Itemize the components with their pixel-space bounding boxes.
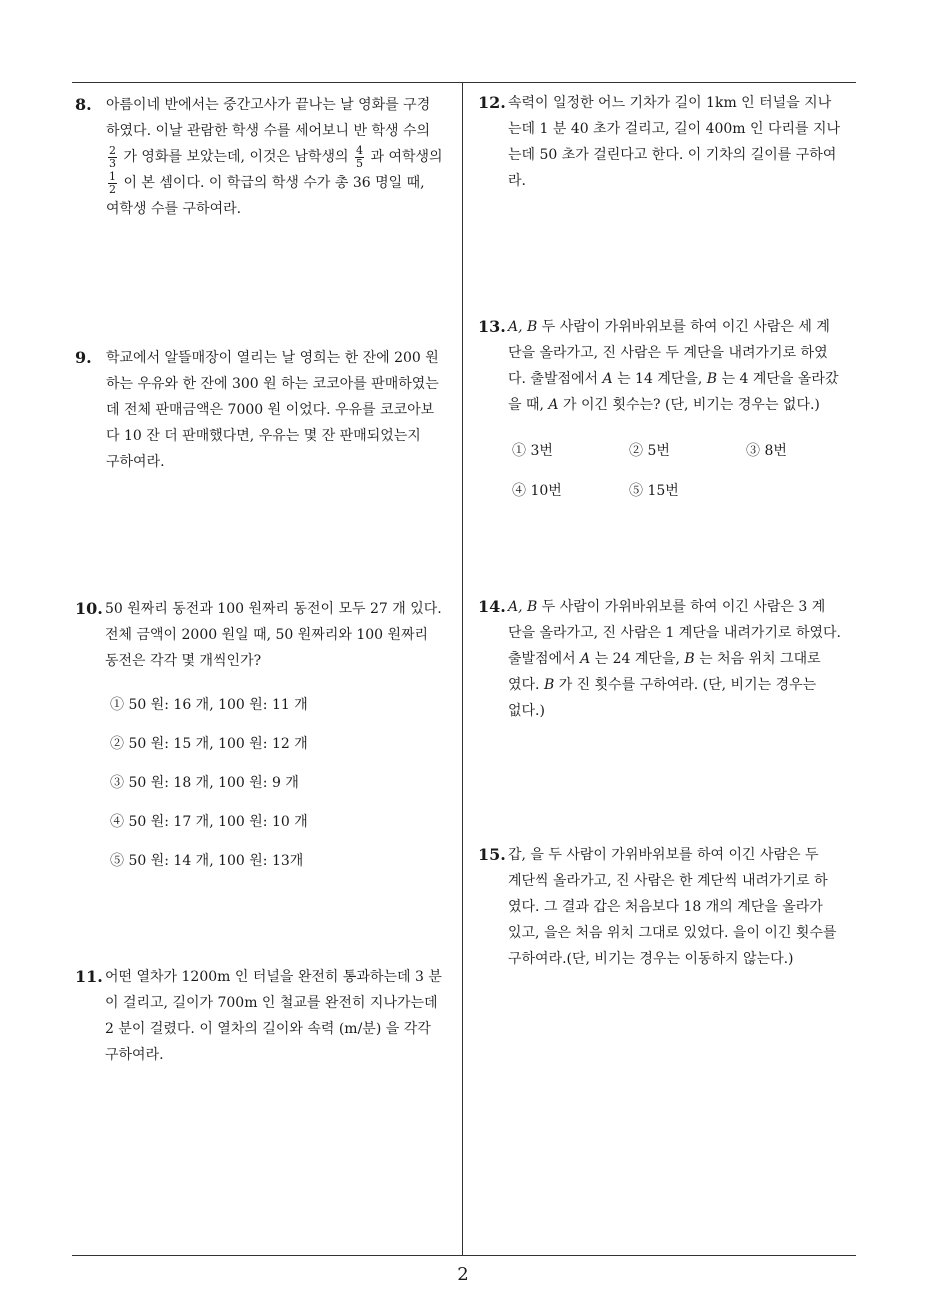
text-line: $\frac{1}{2}$ 이 본 셈이다. 이 학급의 학생 수가 총 36 명일 때, (109, 169, 425, 196)
problem-text (105, 964, 460, 1068)
text-line: 어떤 열차가 1200m 인 터널을 완전히 통과하는데 3 분 (105, 969, 442, 985)
problem-text (106, 92, 455, 222)
problem-number: 15. (478, 845, 506, 864)
text-line: 하였다. 이날 관람한 학생 수를 세어보니 반 학생 수의 (106, 123, 431, 139)
text-line: A, B 두 사람이 가위바위보를 하여 이긴 사람은 세 계 (508, 319, 830, 335)
problem-11 (75, 964, 460, 1068)
text-line: 50 원짜리 동전과 100 원짜리 동전이 모두 27 개 있다. (105, 601, 442, 617)
choice-row (512, 438, 842, 478)
fraction: $\frac{4}{5}$ (356, 143, 364, 170)
answer-choice[interactable]: ② 5번 (629, 443, 670, 459)
problem-text (105, 596, 460, 674)
text-line: 학교에서 알뜰매장이 열리는 날 영희는 한 잔에 200 원 (106, 350, 439, 366)
problem-10 (75, 596, 460, 887)
answer-choice[interactable]: ③ 8번 (746, 443, 787, 459)
bottom-rule (72, 1255, 856, 1256)
problem-text (508, 594, 863, 724)
text-line: 속력이 일정한 어느 기차가 길이 1km 인 터널을 지나 (508, 95, 832, 111)
answer-choice[interactable]: ④ 50 원: 17 개, 100 원: 10 개 (110, 814, 308, 830)
problem-12 (478, 90, 863, 194)
problem-9 (75, 345, 455, 475)
problem-text (508, 314, 863, 418)
text-line: 데 전체 판매금액은 7000 원 이었다. 우유를 코코아보 (106, 402, 435, 418)
problem-text (106, 345, 455, 475)
fraction: $\frac{2}{3}$ (109, 143, 116, 170)
text-line: 는데 50 초가 걸린다고 한다. 이 기차의 길이를 구하여 (508, 147, 837, 163)
answer-choices (512, 438, 842, 518)
problem-number: 12. (478, 93, 506, 112)
text-line: A, B 두 사람이 가위바위보를 하여 이긴 사람은 3 계 (508, 599, 826, 615)
problem-number: 14. (478, 597, 506, 616)
answer-choice[interactable]: ③ 50 원: 18 개, 100 원: 9 개 (110, 775, 299, 791)
text-line: 2 분이 걸렸다. 이 열차의 길이와 속력 (m/분) 을 각각 (105, 1021, 431, 1037)
top-rule (72, 82, 856, 83)
problem-number: 9. (75, 348, 92, 367)
problem-text (508, 842, 863, 972)
problem-number: 8. (75, 95, 92, 114)
text-line: 는데 1 분 40 초가 걸리고, 길이 400m 인 다리를 지나 (508, 121, 841, 137)
problem-number: 13. (478, 317, 506, 336)
text-line: 구하여라.(단, 비기는 경우는 이동하지 않는다.) (508, 951, 794, 967)
text-line: 라. (508, 173, 526, 189)
text-line: $\frac{2}{3}$ 가 영화를 보았는데, 이것은 남학생의 $\frac{4}{5}$ 과 여학생의 (109, 143, 443, 170)
fraction: $\frac{1}{2}$ (109, 169, 116, 196)
text-line: 동전은 각각 몇 개씩인가? (105, 653, 262, 669)
problem-8 (75, 92, 455, 222)
text-line: 있고, 을은 처음 위치 그대로 있었다. 을이 이긴 횟수를 (508, 925, 837, 941)
text-line: 다. 출발점에서 A 는 14 계단을, B 는 4 계단을 올라갔 (508, 371, 839, 387)
problem-13 (478, 314, 863, 518)
text-line: 계단씩 올라가고, 진 사람은 한 계단씩 내려가기로 하 (508, 873, 828, 889)
text-line: 여학생 수를 구하여라. (106, 201, 242, 217)
column-divider (462, 83, 463, 1255)
text-line: 구하여라. (106, 454, 165, 470)
problem-number: 10. (75, 599, 103, 618)
answer-choice[interactable]: ⑤ 50 원: 14 개, 100 원: 13개 (110, 853, 304, 869)
text-line: 단을 올라가고, 진 사람은 두 계단을 내려가기로 하였 (508, 345, 828, 361)
choice-row (512, 478, 842, 518)
answer-choices (110, 692, 460, 887)
answer-choice[interactable]: ⑤ 15번 (629, 483, 679, 499)
text-line: 전체 금액이 2000 원일 때, 50 원짜리와 100 원짜리 (105, 627, 429, 643)
problem-15 (478, 842, 863, 972)
problem-14 (478, 594, 863, 724)
page-number: 2 (457, 1264, 469, 1285)
text-line: 다 10 잔 더 판매했다면, 우유는 몇 잔 판매되었는지 (106, 428, 421, 444)
text-line: 을 때, A 가 이긴 횟수는? (단, 비기는 경우는 없다.) (508, 397, 820, 413)
answer-choice[interactable]: ④ 10번 (512, 483, 562, 499)
text-line: 였다. 그 결과 갑은 처음보다 18 개의 계단을 올라가 (508, 899, 823, 915)
answer-choice[interactable]: ② 50 원: 15 개, 100 원: 12 개 (110, 736, 308, 752)
text-line: 단을 올라가고, 진 사람은 1 계단을 내려가기로 하였다. (508, 625, 841, 641)
answer-choice[interactable]: ① 50 원: 16 개, 100 원: 11 개 (110, 697, 308, 713)
text-line: 출발점에서 A 는 24 계단을, B 는 처음 위치 그대로 (508, 651, 821, 667)
text-line: 하는 우유와 한 잔에 300 원 하는 코코아를 판매하였는 (106, 376, 439, 392)
answer-choice[interactable]: ① 3번 (512, 443, 553, 459)
text-line: 이 걸리고, 길이가 700m 인 철교를 완전히 지나가는데 (105, 995, 438, 1011)
text-line: 갑, 을 두 사람이 가위바위보를 하여 이긴 사람은 두 (508, 847, 819, 863)
problem-text (508, 90, 863, 194)
text-line: 아름이네 반에서는 중간고사가 끝나는 날 영화를 구경 (106, 97, 431, 113)
text-line: 없다.) (508, 703, 545, 719)
text-line: 구하여라. (105, 1047, 164, 1063)
text-line: 였다. B 가 진 횟수를 구하여라. (단, 비기는 경우는 (508, 677, 817, 693)
problem-number: 11. (75, 967, 103, 986)
